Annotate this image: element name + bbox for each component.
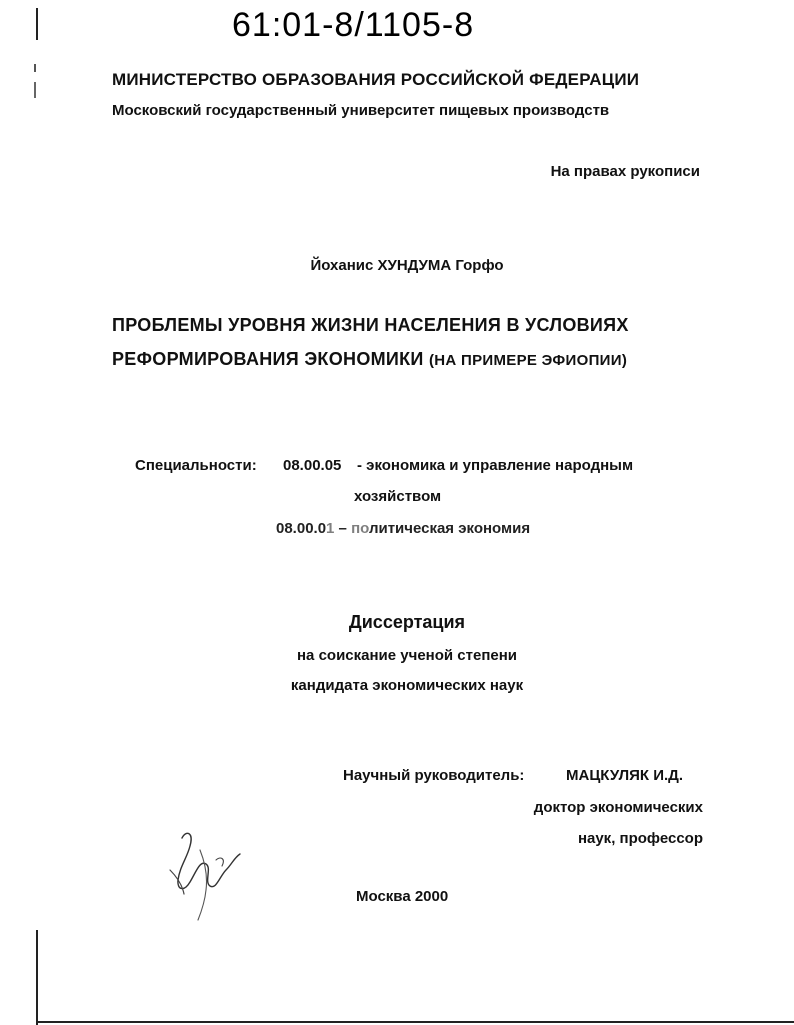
specialty-2-desc: литическая экономия	[368, 520, 531, 537]
scan-edge-mark	[34, 82, 36, 98]
author-name: Йоханис ХУНДУМА Горфо	[310, 257, 504, 274]
city-year: Москва 2000	[356, 888, 449, 905]
specialty-description-continued: хозяйством	[354, 488, 442, 505]
dissertation-title-line1: ПРОБЛЕМЫ УРОВНЯ ЖИЗНИ НАСЕЛЕНИЯ В УСЛОВИЯХ	[112, 315, 629, 335]
ministry-heading: МИНИСТЕРСТВО ОБРАЗОВАНИЯ РОССИЙСКОЙ ФЕДЕРАЦИИ	[112, 70, 640, 89]
specialty-2-desc-faded: по	[351, 520, 369, 537]
scan-edge-mark	[36, 930, 38, 1025]
specialty-2	[276, 520, 530, 537]
scan-edge-mark	[36, 8, 38, 40]
specialties-label: Специальности:	[135, 457, 257, 474]
specialty-2-code: 08.00.0	[276, 520, 327, 537]
supervisor-title-line1: доктор экономических	[533, 799, 703, 816]
university-name: Московский государственный университет пищевых производств	[112, 102, 610, 119]
supervisor-label: Научный руководитель:	[343, 767, 525, 784]
specialty-2-code-faded: 1	[326, 520, 335, 537]
supervisor-name: МАЦКУЛЯК И.Д.	[566, 767, 684, 784]
title-line2-main: РЕФОРМИРОВАНИЯ ЭКОНОМИКИ	[112, 349, 424, 369]
dissertation-title-line2	[112, 349, 627, 370]
supervisor-title-line2: наук, профессор	[577, 830, 703, 847]
specialty-description: - экономика и управление народным	[357, 457, 634, 474]
handwritten-signature	[160, 820, 250, 930]
archive-code: 61:01-8/1105-8	[232, 6, 475, 44]
degree-line1: на соискание ученой степени	[297, 647, 517, 664]
title-line2-paren: (НА ПРИМЕРЕ ЭФИОПИИ)	[428, 352, 628, 369]
scan-edge-mark	[36, 1021, 794, 1023]
specialty-2-dash: –	[334, 520, 352, 537]
scan-edge-mark	[34, 64, 36, 72]
specialty-code: 08.00.05	[283, 457, 342, 474]
degree-line2: кандидата экономических наук	[290, 677, 524, 694]
rights-note: На правах рукописи	[550, 163, 700, 180]
dissertation-heading: Диссертация	[348, 612, 466, 632]
